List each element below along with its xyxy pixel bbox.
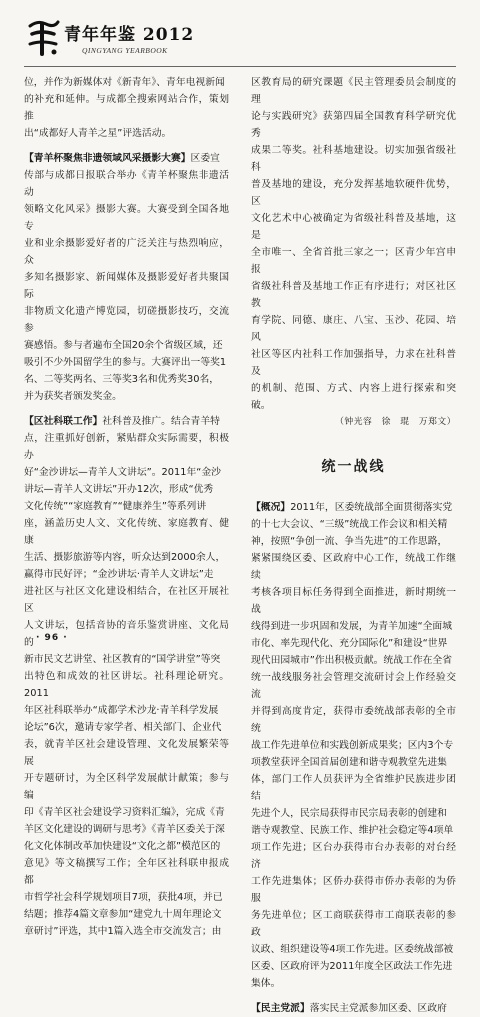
text-line: 结题；推荐4篇文章参加“建党九十周年理论文 (24, 909, 222, 920)
text-line: 全市唯一、全省首批三家之一；区青少年宫申报 (251, 247, 456, 275)
text-line: 市哲学社会科学规划项目7项，获批4项，并已 (24, 892, 223, 903)
left-column (24, 74, 229, 940)
intro-paragraph (24, 74, 229, 142)
text-line: 座，涵盖历史人文、文化传统、家庭教育、健康 (24, 518, 229, 546)
text-line: 人文讲坛，包括音协的音乐鉴赏讲座、文化局的 (24, 620, 229, 648)
entry-tag: 【概况】 (251, 502, 291, 513)
text-line: 省级社科普及基地工作正有序进行；对区社区教 (251, 281, 456, 309)
text-line: 育学院、同德、康庄、八宝、玉沙、花园、培风 (251, 315, 456, 343)
yearbook-subtitle: QINGYANG YEARBOOK (82, 46, 168, 55)
section-title: 统一战线 (321, 459, 386, 475)
text-line: 讲坛—青羊人文讲坛”开办12次，形成“优秀 (24, 484, 214, 495)
yearbook-logo-icon (24, 18, 62, 58)
text-line: 先进个人，民宗局获得市民宗局表彰的创建和 (251, 808, 447, 819)
text-line: 现代田园城市”作出积极贡献。统战工作在全省 (251, 655, 453, 666)
text-line: 论坛”6次，邀请专家学者、相关部门、企业代 (24, 722, 222, 733)
text-line: 文化传统”“家庭教育”“健康养生”等系列讲 (24, 501, 207, 512)
text-line: 战工作先进单位和实践创新成果奖；区内3个专 (251, 740, 454, 751)
text-line: 体，部门工作人员获评为全省维护民族进步团结 (251, 774, 456, 802)
text-line: 市化、率先现代化、充分国际化”和建设“世界 (251, 638, 448, 649)
text-line: 羊区文化建设的调研与思考》《青羊区委关于深 (24, 824, 225, 835)
entry-tag: 【民主党派】 (251, 1003, 310, 1014)
text-line: 的补充和延伸。与成都全搜索网站合作，策划推 (24, 94, 229, 122)
text-line: 项工作先进；区台办获得市台办表彰的对台经济 (251, 842, 456, 870)
text-line: 赢得市民好评；“金沙讲坛·青羊人文讲坛”走 (24, 569, 214, 580)
text-line: 议政、组织建设等4项工作先进。区委统战部被 (251, 944, 454, 955)
entry-social-science-federation (24, 413, 229, 940)
text-line: 神，按照“争创一流、争当先进”的工作思路， (251, 536, 448, 547)
entry-tag: 【区社科联工作】 (24, 416, 103, 427)
text-line: 区委、区政府评为2011年度全区政法工作先进 (251, 961, 453, 972)
text-line: 【概况】2011年，区委统战部全面贯彻落实党 (251, 502, 453, 513)
text-line: 意见》等文稿撰写工作；全年区社科联申报成都 (24, 858, 229, 886)
author-signature: （钟光容 徐 琨 万郑文） (335, 417, 456, 427)
text-line: 业和业余摄影爱好者的广泛关注与热烈响应，众 (24, 238, 229, 266)
text-line: 出“成都好人青羊之星”评选活动。 (24, 128, 172, 139)
text-line: 论与实践研究》获第四届全国教育科学研究优秀 (251, 111, 456, 139)
text-line: 线得到进一步巩固和发展，为青羊加速“全面城 (251, 621, 453, 632)
text-line: 生活、摄影旅游等内容，听众达到2000余人， (24, 552, 226, 563)
page-number: · 96 · (36, 633, 68, 643)
text-line: 名、二等奖两名、三等奖3名和优秀奖30名， (24, 374, 220, 385)
text-line: 文化艺术中心被确定为省级社科普及基地，这是 (251, 213, 456, 241)
text-line: 表，就青羊区社会建设管理、文化发展繁荣等展 (24, 739, 229, 767)
text-line: 多知名摄影家、新闻媒体及摄影爱好者共聚国际 (24, 272, 229, 300)
text-line: 非物质文化遗产博览园，切磋摄影技巧，交流参 (24, 306, 229, 334)
text-line: 传部与成都日报联合举办《青羊杯聚焦非遗活动 (24, 170, 229, 198)
text-line: 领略文化风采》摄影大赛。大赛受到全国各地专 (24, 204, 229, 232)
text-line: 年区社科联举办“成都学术沙龙·青羊科学发展 (24, 705, 219, 716)
text-line: 点，注重抓好创新，紧贴群众实际需要，积极办 (24, 433, 229, 461)
text-line: 新市民文艺讲堂、社区教育的“国学讲堂”等突 (24, 654, 221, 665)
text-line: 【区社科联工作】社科普及推广。结合青羊特 (24, 416, 220, 427)
text-line: 统一战线服务社会管理交流研讨会上作经验交流 (251, 672, 456, 700)
header-divider (24, 66, 456, 67)
text-line: 的机制、范围、方式、内容上进行探索和突破。 (251, 383, 456, 411)
text-line: 吸引不少外国留学生的参与。大赛评出一等奖1 (24, 357, 227, 368)
right-column (251, 74, 456, 1017)
page-header (24, 16, 464, 66)
yearbook-title: 青年年鉴 2012 (64, 25, 195, 45)
entry-photography-contest (24, 150, 229, 405)
text-line: 务先进单位；区工商联获得市工商联表彰的参政 (251, 910, 456, 938)
text-line: 考核各项目标任务得到全面推进，新时期统一战 (251, 587, 456, 615)
entry-overview (251, 499, 456, 992)
entry-democratic-parties (251, 1000, 456, 1017)
text-line: 开专题研讨，为全区科学发展献计献策；参与编 (24, 773, 229, 801)
text-line: 普及基地的建设，充分发挥基地软硬件优势，区 (251, 179, 456, 207)
text-line: 项教堂获评全国首届创建和谐寺观教堂先进集 (251, 757, 447, 768)
text-line: 紧紧围绕区委、区政府中心工作，统战工作继续 (251, 553, 456, 581)
text-line: 社区等区内社科工作加强指导，力求在社科普及 (251, 349, 456, 377)
text-line: 的十七大会议、“三级”统战工作会议和相关精 (251, 519, 448, 530)
text-line: 集体。 (251, 978, 281, 989)
text-line: 【民主党派】落实民主党派参加区委、区政府 (251, 1003, 447, 1014)
text-line: 成果二等奖。社科基地建设。切实加强省级社科 (251, 145, 456, 173)
text-line: 好“金沙讲坛—青羊人文讲坛”。2011年“金沙 (24, 467, 221, 478)
text-line: 并得到高度肯定，获得市委统战部表彰的全市统 (251, 706, 456, 734)
text-line: 章研讨”评选，其中1篇入选全市交流发言；由 (24, 926, 222, 937)
text-line: 谐寺观教堂、民族工作、维护社会稳定等4项单 (251, 825, 454, 836)
text-line: 并为获奖者颁发奖金。 (24, 391, 122, 402)
text-line: 进社区与社区文化建设相结合，在社区开展社区 (24, 586, 229, 614)
text-line: 【青羊杯聚焦非遗领域风采摄影大赛】区委宣 (24, 153, 220, 164)
text-line: 工作先进集体；区侨办获得市侨办表彰的为侨服 (251, 876, 456, 904)
text-line: 印《青羊区社会建设学习资料汇编》，完成《青 (24, 807, 225, 818)
text-line: 化文化体制改革加快建设“文化之都”模范区的 (24, 841, 221, 852)
continuation-paragraph (251, 74, 456, 414)
text-line: 出特色和成效的社区讲坛。社科理论研究。2011 (24, 671, 229, 699)
text-line: 区教育局的研究课题《民主管理委员会制度的理 (251, 77, 456, 105)
entry-tag: 【青羊杯聚焦非遗领域风采摄影大赛】 (24, 153, 191, 164)
text-line: 赛感悟。参与者遍布全国20余个省级区域，还 (24, 340, 223, 351)
text-line: 位，并作为新媒体对《新青年》、青年电视新闻 (24, 77, 225, 88)
